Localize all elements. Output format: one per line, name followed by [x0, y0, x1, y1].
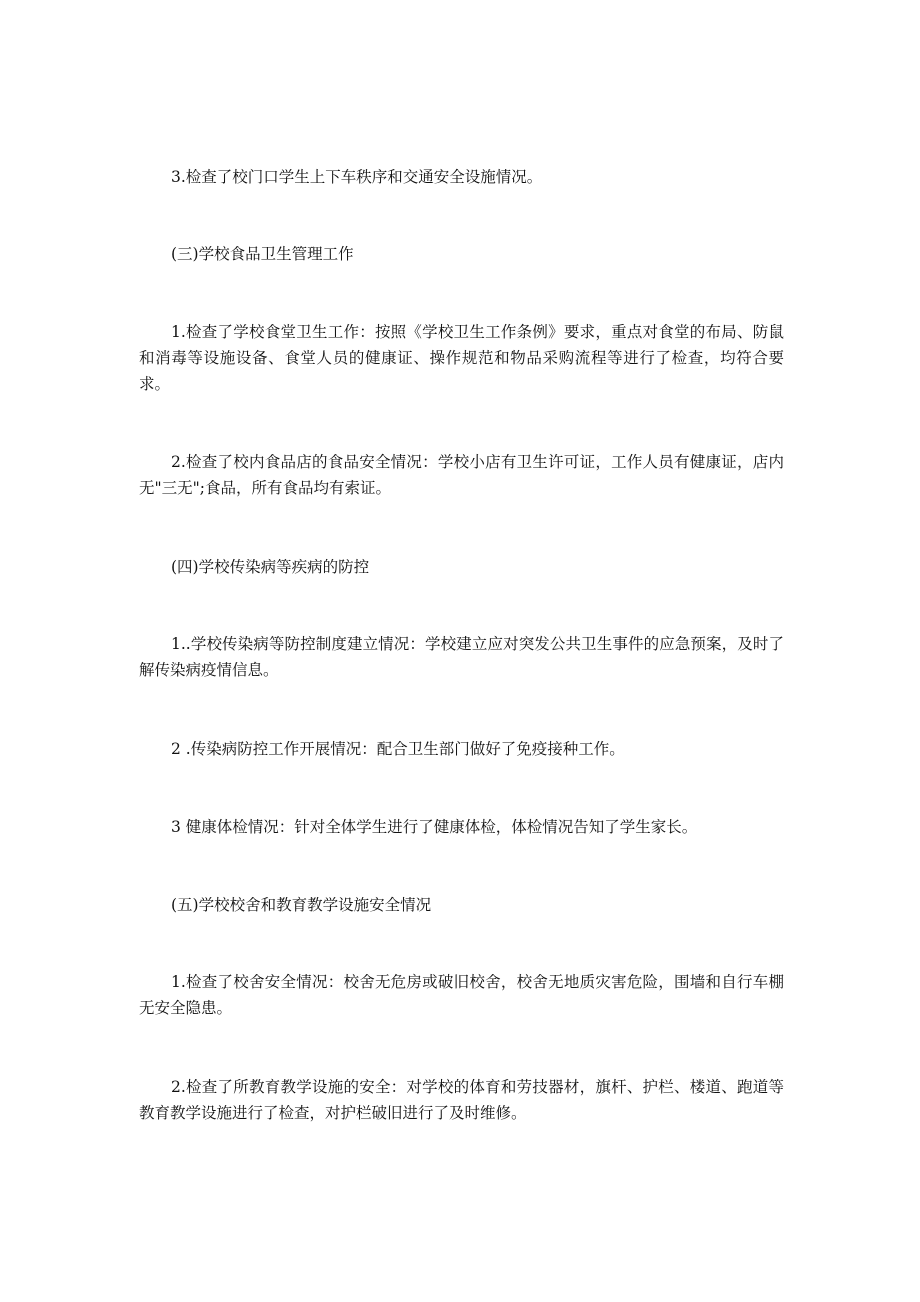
paragraph-gate-traffic-safety: 3.检查了校门口学生上下车秩序和交通安全设施情况。 [171, 168, 543, 186]
heading-facility-safety: (五)学校校舍和教育教学设施安全情况 [171, 896, 432, 914]
paragraph-teaching-facilities: 2.检查了所教育教学设施的安全：对学校的体育和劳技器材，旗杆、护栏、楼道、跑道等教育教学设施进行了检查，对护栏破旧进行了及时维修。 [139, 1078, 784, 1122]
heading-food-hygiene: (三)学校食品卫生管理工作 [171, 245, 354, 263]
paragraph-food-shop-safety: 2.检查了校内食品店的食品安全情况：学校小店有卫生许可证，工作人员有健康证，店内无"三无";食品，所有食品均有索证。 [139, 453, 784, 497]
paragraph-health-checkup: 3 健康体检情况：针对全体学生进行了健康体检，体检情况告知了学生家长。 [171, 818, 698, 836]
paragraph-prevention-system: 1..学校传染病等防控制度建立情况：学校建立应对突发公共卫生事件的应急预案，及时了解传染病疫情信息。 [139, 635, 784, 679]
paragraph-building-safety: 1.检查了校舍安全情况：校舍无危房或破旧校舍，校舍无地质灾害危险，围墙和自行车棚无安全隐患。 [139, 973, 784, 1017]
paragraph-prevention-work: 2 .传染病防控工作开展情况：配合卫生部门做好了免疫接种工作。 [171, 740, 625, 758]
paragraph-canteen-hygiene: 1.检查了学校食堂卫生工作：按照《学校卫生工作条例》要求，重点对食堂的布局、防鼠和消毒等设施设备、食堂人员的健康证、操作规范和物品采购流程等进行了检查，均符合要求。 [139, 323, 784, 393]
heading-disease-prevention: (四)学校传染病等疾病的防控 [171, 558, 370, 576]
